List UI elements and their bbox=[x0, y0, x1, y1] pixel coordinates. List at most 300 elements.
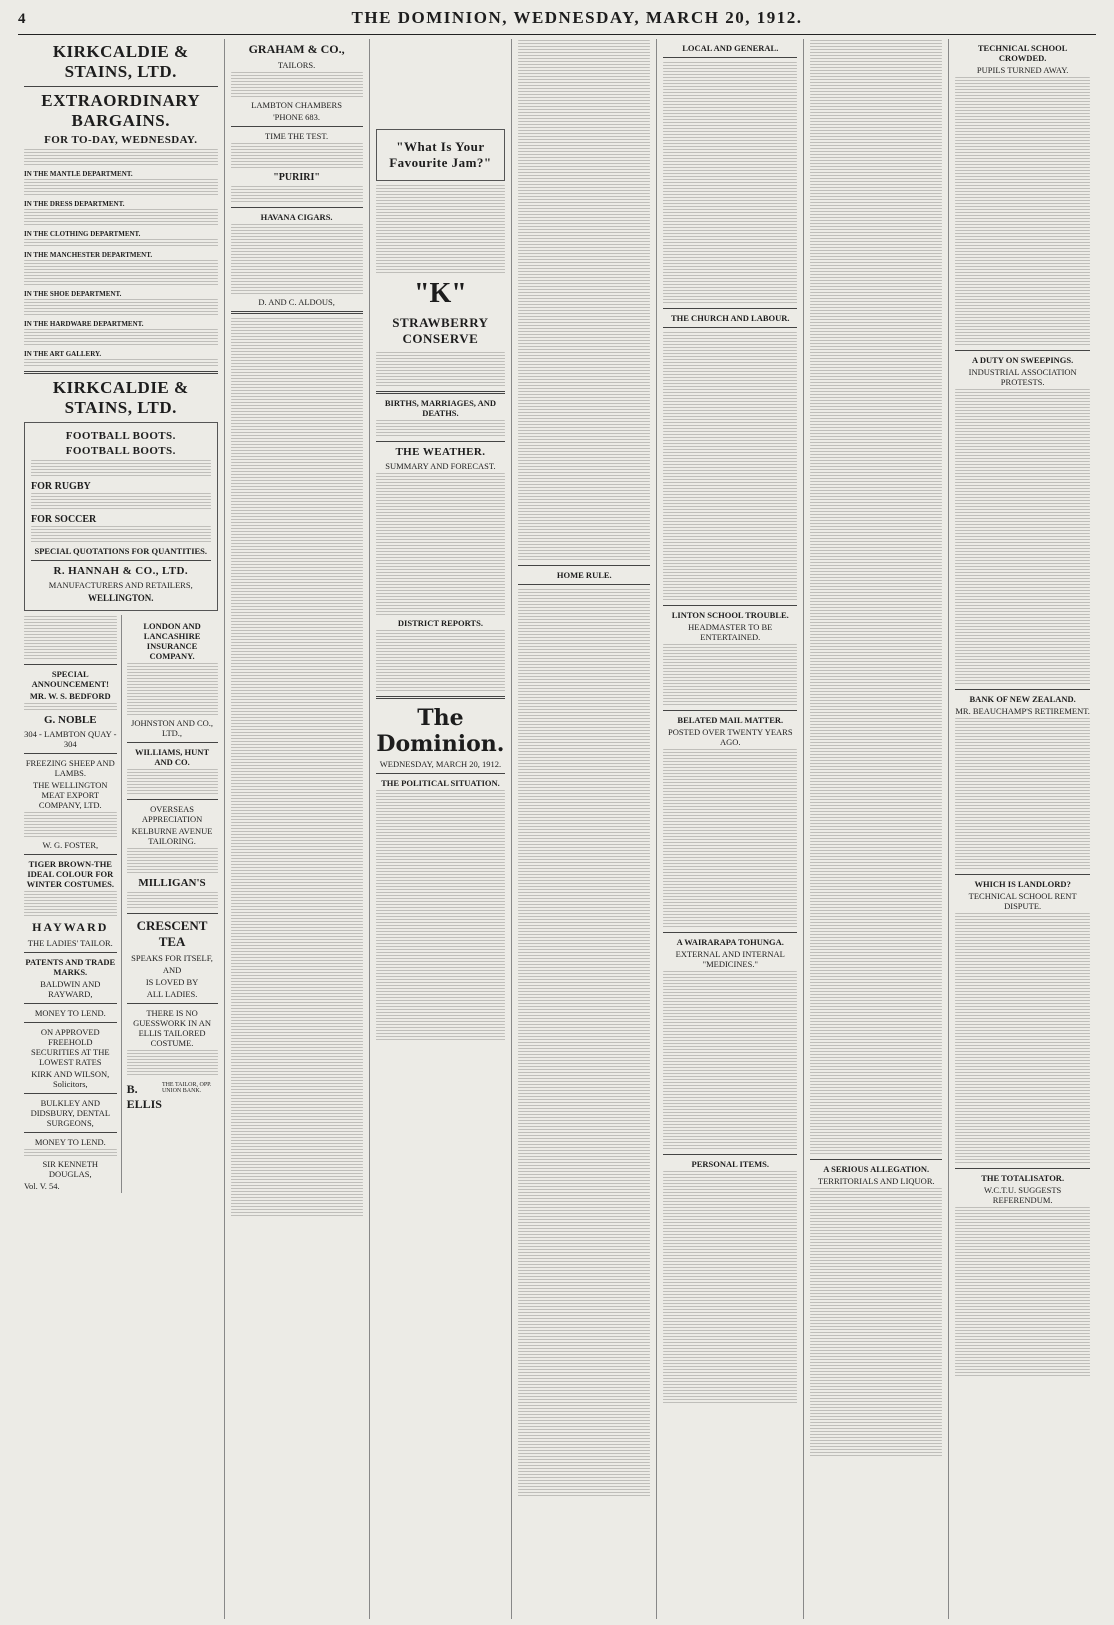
text-line bbox=[955, 1066, 1090, 1074]
text-line bbox=[376, 203, 506, 211]
text-line bbox=[663, 1097, 797, 1105]
column-rule bbox=[24, 753, 117, 754]
text-line bbox=[518, 301, 650, 309]
text-line bbox=[810, 481, 942, 489]
personal-items: PERSONAL ITEMS. bbox=[691, 1159, 769, 1169]
text-line bbox=[231, 984, 363, 992]
text-line bbox=[663, 1288, 797, 1296]
text-line bbox=[518, 67, 650, 75]
text-line bbox=[663, 1088, 797, 1096]
text-line bbox=[955, 1306, 1090, 1314]
text-line bbox=[376, 684, 506, 692]
text-line bbox=[231, 993, 363, 1001]
text-line bbox=[663, 224, 797, 232]
text-line bbox=[955, 985, 1090, 993]
text-line bbox=[663, 1369, 797, 1377]
text-line bbox=[518, 1129, 650, 1137]
text-line bbox=[955, 844, 1090, 852]
text-line bbox=[955, 1129, 1090, 1137]
text-line bbox=[810, 679, 942, 687]
bargains-headline: EXTRAORDINARY BARGAINS. bbox=[41, 91, 201, 130]
text-line bbox=[955, 1261, 1090, 1269]
text-line bbox=[231, 696, 363, 704]
graham-name: GRAHAM & CO., bbox=[248, 42, 345, 56]
page-number: 4 bbox=[18, 11, 26, 27]
text-line bbox=[663, 1333, 797, 1341]
column-rule bbox=[24, 1003, 117, 1004]
text-line bbox=[810, 1440, 942, 1448]
text-line bbox=[518, 1192, 650, 1200]
text-line bbox=[955, 1084, 1090, 1092]
jam-question: "What Is Your Favourite Jam?" bbox=[389, 139, 492, 170]
text-line bbox=[376, 790, 506, 798]
text-line bbox=[810, 1147, 942, 1155]
text-line bbox=[518, 220, 650, 228]
text-line bbox=[810, 571, 942, 579]
williams-hunt: WILLIAMS, HUNT AND CO. bbox=[134, 747, 210, 767]
hayward: HAYWARD bbox=[32, 920, 109, 934]
text-line bbox=[810, 832, 942, 840]
text-line bbox=[231, 1065, 363, 1073]
text-line bbox=[955, 1147, 1090, 1155]
text-line bbox=[810, 958, 942, 966]
text-line bbox=[663, 530, 797, 538]
text-line bbox=[810, 454, 942, 462]
text-line bbox=[231, 1200, 363, 1208]
text-line bbox=[810, 580, 942, 588]
text-line bbox=[663, 1225, 797, 1233]
text-line bbox=[518, 724, 650, 732]
text-line bbox=[663, 539, 797, 547]
text-line bbox=[955, 1003, 1090, 1011]
text-line bbox=[955, 1279, 1090, 1287]
column-rule bbox=[955, 350, 1090, 351]
text-line bbox=[376, 563, 506, 571]
text-line bbox=[376, 509, 506, 517]
column-rule bbox=[24, 952, 117, 953]
text-line bbox=[663, 179, 797, 187]
text-line bbox=[810, 373, 942, 381]
text-line bbox=[518, 679, 650, 687]
text-line bbox=[663, 593, 797, 601]
text-line bbox=[376, 527, 506, 535]
text-line bbox=[810, 1120, 942, 1128]
text-line bbox=[376, 581, 506, 589]
text-line bbox=[518, 598, 650, 606]
columns bbox=[18, 39, 1096, 1619]
text-line bbox=[810, 760, 942, 768]
text-line bbox=[810, 427, 942, 435]
text-line bbox=[376, 988, 506, 996]
text-line bbox=[518, 697, 650, 705]
football-ad bbox=[24, 422, 218, 611]
text-line bbox=[810, 49, 942, 57]
text-line bbox=[810, 526, 942, 534]
text-line bbox=[518, 976, 650, 984]
text-line bbox=[955, 1324, 1090, 1332]
text-line bbox=[663, 794, 797, 802]
text-line bbox=[518, 499, 650, 507]
text-line bbox=[955, 1297, 1090, 1305]
text-line bbox=[231, 534, 363, 542]
text-line bbox=[663, 1142, 797, 1150]
text-line bbox=[376, 491, 506, 499]
text-line bbox=[955, 1360, 1090, 1368]
text-line bbox=[231, 633, 363, 641]
crescent-line-3: IS LOVED BY bbox=[145, 977, 199, 987]
text-line bbox=[24, 278, 218, 286]
text-line bbox=[518, 940, 650, 948]
column-rule bbox=[518, 565, 650, 566]
text-line bbox=[24, 830, 117, 838]
text-line bbox=[955, 1369, 1090, 1377]
text-line bbox=[24, 821, 117, 829]
text-line bbox=[231, 1038, 363, 1046]
text-line bbox=[518, 877, 650, 885]
text-line bbox=[31, 526, 211, 534]
text-line bbox=[376, 518, 506, 526]
text-line bbox=[663, 893, 797, 901]
text-line bbox=[663, 62, 797, 70]
text-line bbox=[663, 566, 797, 574]
text-line bbox=[518, 310, 650, 318]
text-line bbox=[810, 436, 942, 444]
text-line bbox=[24, 158, 218, 166]
column-3 bbox=[370, 39, 513, 1619]
text-line bbox=[518, 814, 650, 822]
text-line bbox=[810, 940, 942, 948]
text-line bbox=[518, 931, 650, 939]
text-line bbox=[955, 569, 1090, 577]
text-line bbox=[231, 161, 363, 169]
text-line bbox=[518, 1219, 650, 1227]
text-line bbox=[231, 489, 363, 497]
text-line bbox=[663, 404, 797, 412]
text-line bbox=[810, 895, 942, 903]
puriri: "PURIRI" bbox=[273, 172, 320, 183]
freehold: ON APPROVED FREEHOLD SECURITIES AT THE LOWEST RATES bbox=[31, 1027, 110, 1067]
text-line bbox=[955, 781, 1090, 789]
text-line bbox=[955, 1138, 1090, 1146]
text-line bbox=[231, 795, 363, 803]
text-line bbox=[663, 575, 797, 583]
text-line bbox=[231, 705, 363, 713]
text-line bbox=[810, 463, 942, 471]
text-line bbox=[518, 1138, 650, 1146]
text-line bbox=[231, 480, 363, 488]
text-line bbox=[663, 671, 797, 679]
text-line bbox=[955, 194, 1090, 202]
text-line bbox=[810, 1215, 942, 1223]
text-line bbox=[955, 1207, 1090, 1215]
text-line bbox=[376, 239, 506, 247]
text-line bbox=[810, 787, 942, 795]
text-line bbox=[518, 715, 650, 723]
text-line bbox=[663, 1070, 797, 1078]
text-line bbox=[810, 544, 942, 552]
text-line bbox=[231, 1047, 363, 1055]
text-line bbox=[518, 1102, 650, 1110]
lambton-chambers: LAMBTON CHAMBERS bbox=[251, 100, 342, 110]
text-line bbox=[127, 699, 218, 707]
text-line bbox=[955, 718, 1090, 726]
text-line bbox=[955, 131, 1090, 139]
column-4 bbox=[512, 39, 657, 1619]
text-line bbox=[518, 184, 650, 192]
column-rule bbox=[663, 57, 797, 58]
text-line bbox=[955, 104, 1090, 112]
text-line bbox=[231, 525, 363, 533]
text-line bbox=[810, 1233, 942, 1241]
text-line bbox=[810, 409, 942, 417]
text-line bbox=[24, 209, 218, 217]
text-line bbox=[663, 80, 797, 88]
text-line bbox=[955, 1057, 1090, 1065]
text-line bbox=[518, 868, 650, 876]
text-line bbox=[518, 958, 650, 966]
milligans: MILLIGAN'S bbox=[138, 877, 206, 889]
text-line bbox=[810, 742, 942, 750]
text-line bbox=[810, 139, 942, 147]
text-line bbox=[663, 251, 797, 259]
text-line bbox=[518, 922, 650, 930]
text-line bbox=[518, 274, 650, 282]
text-line bbox=[518, 40, 650, 48]
text-line bbox=[955, 266, 1090, 274]
text-line bbox=[663, 1052, 797, 1060]
text-line bbox=[955, 727, 1090, 735]
text-line bbox=[231, 741, 363, 749]
text-line bbox=[955, 967, 1090, 975]
text-line bbox=[663, 1180, 797, 1188]
text-line bbox=[955, 560, 1090, 568]
text-line bbox=[376, 1033, 506, 1041]
text-line bbox=[518, 202, 650, 210]
text-line bbox=[31, 493, 211, 501]
text-line bbox=[663, 1342, 797, 1350]
column-rule bbox=[518, 584, 650, 585]
text-line bbox=[810, 184, 942, 192]
text-line bbox=[955, 113, 1090, 121]
text-line bbox=[810, 247, 942, 255]
text-line bbox=[810, 535, 942, 543]
text-line bbox=[810, 553, 942, 561]
text-line bbox=[810, 1039, 942, 1047]
text-line bbox=[518, 535, 650, 543]
text-line bbox=[663, 776, 797, 784]
text-line bbox=[231, 1173, 363, 1181]
text-line bbox=[231, 287, 363, 295]
text-line bbox=[24, 616, 117, 624]
money-to-lend-1: MONEY TO LEND. bbox=[34, 1008, 106, 1018]
text-line bbox=[955, 158, 1090, 166]
text-line bbox=[955, 551, 1090, 559]
text-line bbox=[810, 193, 942, 201]
home-rule-heading: HOME RULE. bbox=[556, 570, 612, 580]
text-line bbox=[231, 786, 363, 794]
text-line bbox=[955, 614, 1090, 622]
text-line bbox=[663, 278, 797, 286]
text-line bbox=[955, 826, 1090, 834]
issue-date: WEDNESDAY, MARCH 20, 1912. bbox=[379, 759, 502, 769]
text-line bbox=[810, 40, 942, 48]
text-line bbox=[810, 976, 942, 984]
text-line bbox=[231, 381, 363, 389]
dominion-flag: The Dominion. bbox=[376, 705, 505, 757]
text-line bbox=[127, 690, 218, 698]
text-line bbox=[518, 1291, 650, 1299]
no-guesswork: THERE IS NO GUESSWORK IN AN ELLIS TAILORED COSTUME. bbox=[133, 1008, 212, 1048]
text-line bbox=[231, 876, 363, 884]
text-line bbox=[376, 925, 506, 933]
text-line bbox=[955, 632, 1090, 640]
text-line bbox=[810, 211, 942, 219]
text-line bbox=[518, 94, 650, 102]
hayward-sub: THE LADIES' TAILOR. bbox=[27, 938, 113, 948]
text-line bbox=[231, 269, 363, 277]
crescent-line-1: SPEAKS FOR ITSELF, bbox=[131, 953, 213, 963]
text-line bbox=[955, 149, 1090, 157]
column-rule bbox=[663, 327, 797, 328]
text-line bbox=[376, 221, 506, 229]
text-line bbox=[518, 427, 650, 435]
text-line bbox=[31, 469, 211, 477]
text-line bbox=[518, 787, 650, 795]
duty-sweepings: A DUTY ON SWEEPINGS. bbox=[972, 355, 1074, 365]
text-line bbox=[955, 1093, 1090, 1101]
column-rule bbox=[24, 371, 218, 374]
text-line bbox=[376, 379, 506, 387]
text-line bbox=[376, 997, 506, 1005]
text-line bbox=[127, 857, 218, 865]
text-line bbox=[518, 1399, 650, 1407]
text-line bbox=[231, 417, 363, 425]
text-line bbox=[376, 657, 506, 665]
text-line bbox=[518, 1318, 650, 1326]
text-line bbox=[810, 175, 942, 183]
text-line bbox=[231, 570, 363, 578]
text-line bbox=[518, 1174, 650, 1182]
text-line bbox=[810, 1224, 942, 1232]
text-line bbox=[810, 400, 942, 408]
text-line bbox=[663, 839, 797, 847]
havana-cigars: HAVANA CIGARS. bbox=[260, 212, 333, 222]
text-line bbox=[518, 859, 650, 867]
text-line bbox=[810, 229, 942, 237]
text-line bbox=[518, 1453, 650, 1461]
text-line bbox=[231, 912, 363, 920]
text-line bbox=[376, 907, 506, 915]
text-line bbox=[810, 1066, 942, 1074]
text-line bbox=[518, 1039, 650, 1047]
text-line bbox=[518, 886, 650, 894]
dept-mantle: IN THE MANTLE DEPARTMENT. bbox=[24, 170, 133, 178]
text-line bbox=[518, 508, 650, 516]
text-line bbox=[518, 1426, 650, 1434]
text-line bbox=[663, 161, 797, 169]
text-line bbox=[376, 844, 506, 852]
text-line bbox=[955, 185, 1090, 193]
church-labour: THE CHURCH AND LABOUR. bbox=[670, 313, 790, 323]
text-line bbox=[231, 260, 363, 268]
text-line bbox=[518, 841, 650, 849]
money-to-lend-2: MONEY TO LEND. bbox=[34, 1137, 106, 1147]
text-line bbox=[376, 853, 506, 861]
text-line bbox=[810, 616, 942, 624]
text-line bbox=[955, 1216, 1090, 1224]
text-line bbox=[127, 848, 218, 856]
text-line bbox=[810, 886, 942, 894]
text-line bbox=[810, 625, 942, 633]
meat-export: THE WELLINGTON MEAT EXPORT COMPANY, LTD. bbox=[33, 780, 108, 810]
text-line bbox=[810, 166, 942, 174]
text-line bbox=[810, 661, 942, 669]
text-line bbox=[24, 260, 218, 268]
text-line bbox=[127, 1059, 218, 1067]
text-line bbox=[810, 1431, 942, 1439]
text-line bbox=[518, 328, 650, 336]
text-line bbox=[24, 900, 117, 908]
text-line bbox=[810, 364, 942, 372]
text-line bbox=[518, 481, 650, 489]
bedford: MR. W. S. BEDFORD bbox=[29, 691, 111, 701]
column-rule bbox=[127, 1003, 218, 1004]
text-line bbox=[810, 949, 942, 957]
text-line bbox=[955, 862, 1090, 870]
kenneth-douglas: SIR KENNETH DOUGLAS, bbox=[42, 1159, 99, 1179]
kirk-wilson: KIRK AND WILSON, Solicitors, bbox=[31, 1069, 110, 1089]
text-line bbox=[518, 625, 650, 633]
text-line bbox=[955, 212, 1090, 220]
text-line bbox=[810, 1305, 942, 1313]
text-line bbox=[231, 1155, 363, 1163]
text-line bbox=[376, 599, 506, 607]
text-line bbox=[663, 1043, 797, 1051]
text-line bbox=[518, 1246, 650, 1254]
text-line bbox=[810, 1314, 942, 1322]
text-line bbox=[955, 302, 1090, 310]
crescent-line-4: ALL LADIES. bbox=[146, 989, 198, 999]
text-line bbox=[663, 1171, 797, 1179]
text-line bbox=[231, 660, 363, 668]
text-line bbox=[663, 503, 797, 511]
text-line bbox=[518, 1264, 650, 1272]
column-rule bbox=[663, 605, 797, 606]
column-2 bbox=[225, 39, 370, 1619]
column-rule bbox=[24, 1093, 117, 1094]
text-line bbox=[518, 409, 650, 417]
text-line bbox=[518, 472, 650, 480]
text-line bbox=[518, 1372, 650, 1380]
text-line bbox=[663, 653, 797, 661]
text-line bbox=[663, 830, 797, 838]
text-line bbox=[518, 337, 650, 345]
text-line bbox=[24, 149, 218, 157]
text-line bbox=[518, 1300, 650, 1308]
text-line bbox=[955, 1234, 1090, 1242]
text-line bbox=[231, 831, 363, 839]
text-line bbox=[24, 269, 218, 277]
text-line bbox=[955, 86, 1090, 94]
text-line bbox=[231, 1128, 363, 1136]
text-line bbox=[663, 485, 797, 493]
text-line bbox=[955, 488, 1090, 496]
text-line bbox=[231, 354, 363, 362]
political-situation: THE POLITICAL SITUATION. bbox=[381, 778, 500, 788]
london-insurance: LONDON AND LANCASHIRE INSURANCE COMPANY. bbox=[143, 621, 201, 661]
text-line bbox=[955, 958, 1090, 966]
text-line bbox=[376, 473, 506, 481]
